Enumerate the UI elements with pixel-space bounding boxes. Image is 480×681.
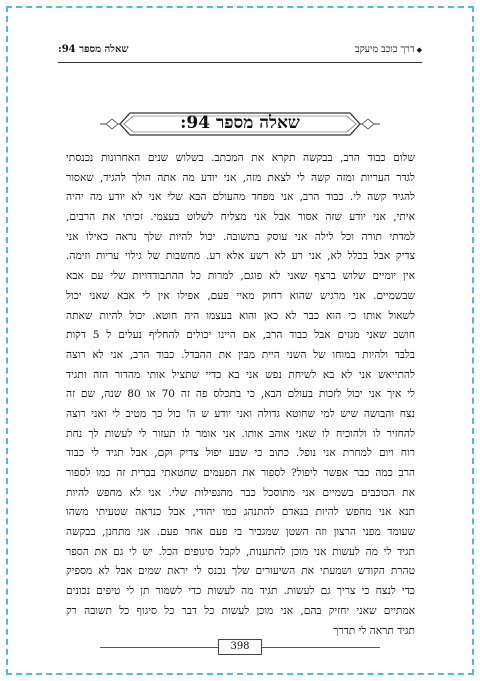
page-number: 398: [218, 639, 262, 655]
body-line: להגיד קשה לי. כבוד הרב, אני מפחד מהעולם הבא שלי אני לא יודע מה יהיה: [66, 191, 415, 204]
body-line: לי איך אני יכול לזכות בעולם הבא, כי בתכלס פה זה 70 או 80 שנה, שם זה: [66, 388, 415, 401]
body-line: שלום כבוד הרב, בבקשה תקרא את המכתב. בשלוש שנים האחרונות נכנסתי: [66, 152, 415, 164]
book-title: [355, 44, 422, 55]
body-line: למדתי תורה וכל לילה אני עוסק בתשובה. יכול להיות שלך נראה כאילו אני: [66, 230, 415, 243]
body-line: אמתיים שאני יחזיק בהם, אני מוכן לעשות כל דבר כל סיגוף כל תשובה רק: [66, 604, 415, 617]
body-line: תגיד לי מה לעשות אני מוכן להתענות, לקבל סיגופים הכל. יש לי גם את הספר: [66, 545, 415, 558]
body-line: להתייאש אני לא בא לשיחת נפש אני בא כדיי שתציל אותי מהדור הזה ותגיד: [66, 368, 415, 381]
body-line: שעומד מפני הרצון וזה השטן שמגביר בי פעם אחר פעם. אני מתחנן, בבקשה: [66, 526, 415, 539]
body-line: נצח והבושה שיש למי שחוטא גדולה ואני יודע ש ה' כול כך מטיב לי ואני רוצה: [66, 407, 415, 420]
body-line: הרב כמה כבר אפשר ליפול? לספור את הפעמים שחטאתי בברית זה כמו לספור: [66, 467, 415, 479]
title-banner: [100, 109, 380, 139]
body-line: חושב שאני מגזים אבל כבוד הרב, אם היינו יכולים להחליף נעלים ל 5 דקות: [66, 329, 415, 342]
footer-rule-right: [262, 647, 380, 648]
body-line: תגיד תראה לי תדרך: [333, 624, 415, 637]
footer-rule-left: [100, 647, 218, 648]
header-ornament-icon: ◆: [414, 46, 422, 54]
body-line: להחזיר לו ולהוכיח לו שאני אוהב אותו. אני אומר לו תעזור לי לעשות לך נחת: [66, 427, 415, 440]
header-rule: [58, 62, 422, 63]
body-line: טהרת הקודש ושמעתי את השיעורים שלך נכנס לי יראת שמים אבל לא מספיק: [66, 565, 415, 578]
body-line: לגדר העריות ומזה קשה לי לצאת מזה, אני יודע מה אתה הולך להגיד, שאסור: [66, 171, 415, 184]
running-header: [58, 44, 422, 60]
page-footer: [0, 636, 480, 658]
body-line: תנא אני מחפש להיות בנאדם להתנהג כמו יהודי, אבל כנראה שטעיתי משהו: [66, 506, 415, 519]
body-line: אין יומיים שלוש ברצף שאני לא פוגם, למרות כל ההתבודדויות שלי עם אבא: [66, 270, 415, 283]
question-title: שאלה מספר 94:: [180, 113, 300, 133]
body-line: לשאול אותו כי הוא כבר לא כאן והוא בעצמו היה חוטא. יכול להיות שאתה: [66, 309, 415, 322]
body-line: כדי לנצח כי צריך גם לעשות. תגיד מה לעשות כדי לשמור תן לי טיפים נכונים: [66, 585, 415, 598]
header-question-ref: שאלה מספר 94:: [58, 44, 129, 55]
body-line: את הכוכבים בשמיים אני מתוסכל כבר מהנפילות שלי. אני לא מחפש להיות: [66, 486, 415, 499]
body-line: צדיק אבל בכלל לא, אני רע לא רשע אלא רע. מחשבות של גילוי עריות וזימה.: [66, 250, 415, 263]
body-line: שבשמיים. אני מרגיש שהוא רחוק מאיי פעם, אפילו אין לי אבא שאני יכול: [66, 289, 415, 302]
letter-body: [66, 149, 415, 641]
book-title-text: דרך כוכב מיעקב: [354, 44, 415, 55]
body-line: בלבד ולהיות במוחו של השני היית מבין את ההבדל. כבוד הרב, אני לא רוצה: [66, 348, 415, 361]
body-line: איתי, אני יודע שזה אסור אבל אני מצליח לשלוט בעצמי. זכיתי את הרבים,: [66, 211, 415, 224]
body-line: רוח ויום למחרת אני נופל. כתוב כי שבע יפול צדיק וקם, אבל תגיד לי כבוד: [66, 447, 415, 460]
